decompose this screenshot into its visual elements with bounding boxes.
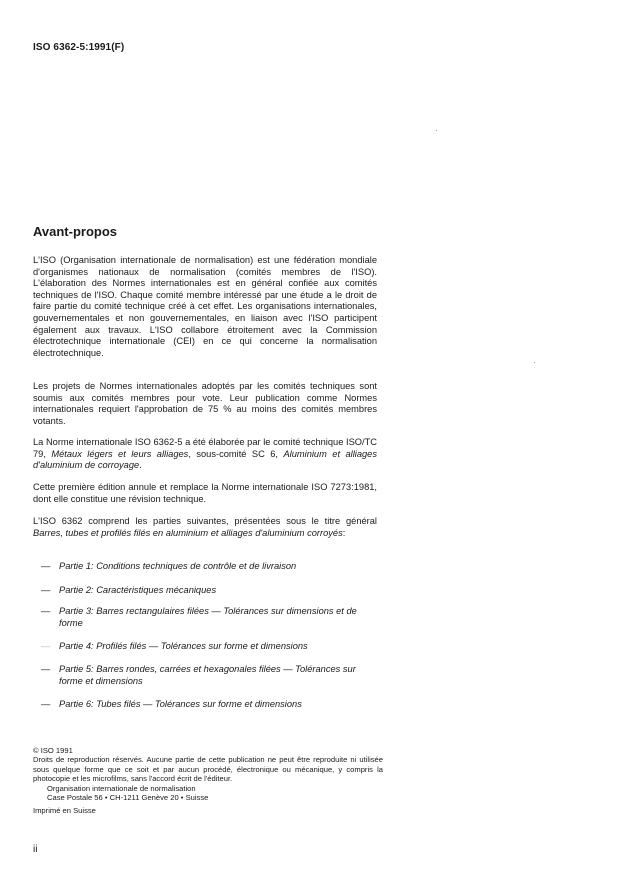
parts-intro-colon: :	[342, 527, 346, 538]
printed-in: Imprimé en Suisse	[33, 806, 96, 815]
paragraph-edition: Cette première édition annule et remplace la Norme internationale ISO 7273:1981, dont elle constitue une révision technique.	[33, 482, 377, 504]
publisher-address: Case Postale 56 • CH-1211 Genève 20 • Suisse	[47, 793, 209, 803]
copyright-block	[33, 746, 383, 802]
parts-intro-text: L'ISO 6362 comprend les parties suivantes, présentées sous le titre général	[33, 516, 377, 526]
paragraph-preparation	[33, 437, 377, 472]
part-title: Partie 3: Barres rectangulaires filées — Tolérances sur dimensions et de forme	[59, 606, 357, 628]
list-item	[41, 640, 377, 652]
page-number: ii	[33, 844, 38, 855]
preparation-committee-title: Métaux légers et leurs alliages	[51, 448, 189, 459]
dash-bullet: —	[41, 561, 51, 571]
dash-bullet: —	[41, 641, 51, 651]
list-item	[41, 584, 377, 596]
scan-speck	[534, 362, 535, 363]
scan-speck	[436, 130, 437, 131]
parts-general-title: Barres, tubes et profilés filés en aluminium et alliages d'aluminium corroyés	[33, 527, 343, 538]
list-item	[41, 663, 377, 687]
list-item	[41, 605, 377, 629]
document-reference: ISO 6362-5:1991(F)	[33, 42, 125, 53]
dash-bullet: —	[41, 699, 51, 709]
preparation-text-3: .	[139, 460, 142, 471]
dash-bullet: —	[41, 585, 51, 595]
section-heading: Avant-propos	[33, 224, 118, 239]
paragraph-parts-intro	[33, 516, 377, 539]
reproduction-rights: Droits de reproduction réservés. Aucune partie de cette publication ne peut être reproduite ni utilisée sous quelque forme que ce soit et par aucun procédé, électronique ou mécanique, y compris la photocopie et les microfilms, sans l'accord écrit de l'éditeur.	[33, 755, 383, 784]
paragraph-iso-intro: L'ISO (Organisation internationale de normalisation) est une fédération mondiale d'organismes nationaux de normalisation (comités membres de l'ISO). L'élaboration des Normes internationales est en général confiée aux comités techniques de l'ISO. Chaque comité membre intéressé par une étude a le droit de faire partie du comité technique créé à cet effet. Les organisations internationales, gouvernementales et non gouvernementales, en liaison avec l'ISO participent également aux travaux. L'ISO collabore étroitement avec la Commission électrotechnique internationale (CEI) en ce qui concerne la normalisation électrotechnique.	[33, 255, 377, 358]
paragraph-draft-standards: Les projets de Normes internationales adoptés par les comités techniques sont soumis aux comités membres pour vote. Leur publication comme Normes internationales requiert l'approbation de 75 % au moins des comités membres votants.	[33, 381, 377, 426]
list-item	[41, 698, 377, 710]
dash-bullet: —	[41, 664, 51, 674]
part-title: Partie 1: Conditions techniques de contrôle et de livraison	[59, 561, 297, 571]
dash-bullet: —	[41, 606, 51, 616]
part-title: Partie 4: Profilés filés — Tolérances sur forme et dimensions	[59, 641, 308, 651]
part-title: Partie 6: Tubes filés — Tolérances sur forme et dimensions	[59, 699, 302, 709]
copyright-line: © ISO 1991	[33, 746, 73, 755]
preparation-text-1: La Norme internationale ISO 6362-5 a été élaborée par le comité technique ISO/TC 79,	[33, 437, 377, 459]
preparation-subcommittee-title: Aluminium et alliages d'aluminium de corroyage	[33, 448, 377, 471]
publisher-organization: Organisation internationale de normalisation	[47, 783, 196, 793]
preparation-text-2: , sous-comité SC 6,	[188, 448, 284, 459]
list-item	[41, 560, 377, 572]
part-title: Partie 5: Barres rondes, carrées et hexagonales filées — Tolérances sur forme et dimensions	[59, 664, 356, 686]
part-title: Partie 2: Caractéristiques mécaniques	[59, 585, 217, 595]
